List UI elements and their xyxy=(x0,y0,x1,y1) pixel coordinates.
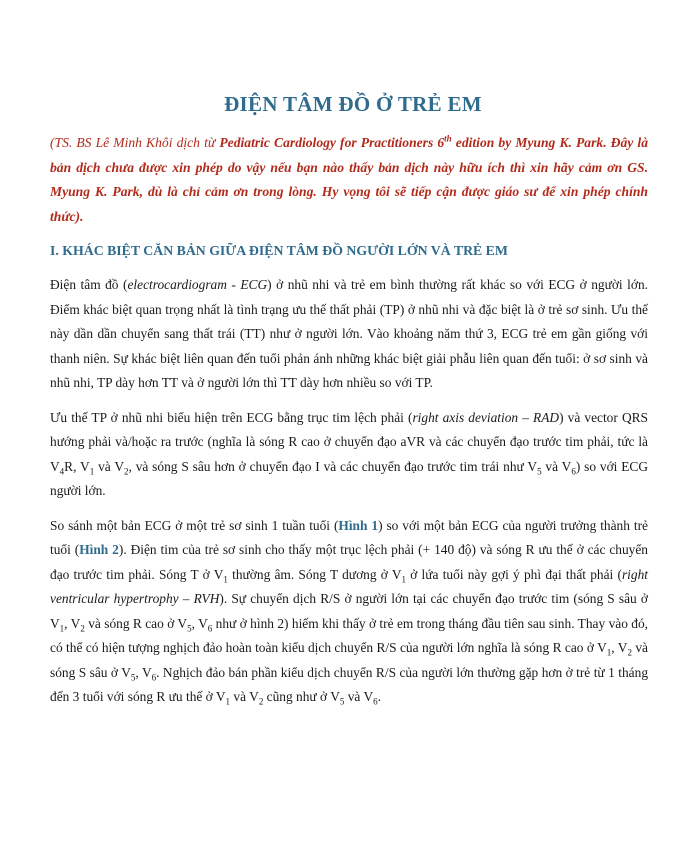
text-run: ). Điện tim của trẻ sơ sinh cho thấy một trục lệch phải (+ 140 độ) và sóng R ưu thế ở các chuyển đạo trước tim phải. Sóng T ở V xyxy=(50,542,649,582)
text-run: R, V xyxy=(64,458,90,474)
text-run: Ưu thế TP ở nhũ nhi biểu hiện trên ECG bằng trục tim lệch phải ( xyxy=(50,409,413,425)
term-rad: right axis deviation – RAD xyxy=(412,409,560,425)
text-run: ) ở nhũ nhi và trẻ em bình thường rất khác so với ECG ở người lớn. Điểm khác biệt quan trọng nhất là tình trạng ưu thế thất phải (TP) ở nhũ nhi và đặc biệt là ở trẻ sơ sinh. Ưu thế này dần dần chuyển sang thất trái (TT) như ở người lớn. Vào khoảng năm thứ 3, ECG trẻ em gần giống với thanh niên. Sự khác biệt liên quan đến tuổi phản ánh những khác biệt giải phẫu liên quan đến tuổi: ở sơ sinh và nhũ nhi, TP dày hơn TT và ở người lớn thì TT dày hơn nhiều so với TP. xyxy=(50,277,648,390)
text-run: ) so với một bản ECG của người trưởng thành trẻ tuổi ( xyxy=(50,517,648,557)
figure-2-link[interactable]: Hình 2 xyxy=(79,542,119,557)
term-rvh: right ventricular hypertrophy – RVH xyxy=(50,566,648,606)
text-run: và sóng R cao ở V xyxy=(84,615,188,631)
text-run: và V xyxy=(94,458,124,474)
figure-1-link[interactable]: Hình 1 xyxy=(338,517,379,533)
lead-subscript: 1 xyxy=(223,574,228,585)
lead-subscript: 4 xyxy=(59,466,65,477)
paragraph-1 xyxy=(50,273,648,396)
paragraph-2 xyxy=(50,406,648,504)
translator-note-rest: edition by Myung K. Park. Đây là bản dịch chưa được xin phép do vậy nếu bạn nào thấy bản dịch này hữu ích thì xin hãy cảm ơn GS. Myung K. Park, dù là chỉ cảm ơn trong lòng. Hy vọng tôi sẽ tiếp cận được giáo sư để xin phép chính thức). xyxy=(50,135,648,224)
text-run: như ở hình 2) hiếm khi thấy ở trẻ em trong tháng đầu tiên sau sinh. Thay vào đó, có thể có hiện tượng nghịch đảo hoàn toàn kiểu dịch chuyển R/S của người lớn nghĩa là sóng R cao ở V xyxy=(50,615,649,655)
translator-note-lead: (TS. BS Lê Minh Khôi dịch từ xyxy=(50,135,220,150)
text-run: Điện tâm đồ ( xyxy=(50,277,128,292)
lead-subscript: 1 xyxy=(225,696,231,707)
translator-note xyxy=(50,131,648,229)
text-run: . xyxy=(377,689,382,704)
lead-subscript: 5 xyxy=(130,672,136,683)
text-run: , và sóng S sâu hơn ở chuyển đạo I và các chuyển đạo trước tim trái như V xyxy=(128,458,538,474)
text-run: ) so với ECG người lớn. xyxy=(50,458,649,498)
lead-subscript: 1 xyxy=(89,466,95,477)
edition-superscript: th xyxy=(444,133,452,144)
lead-subscript: 5 xyxy=(187,623,192,634)
text-run: và V xyxy=(344,689,374,704)
section-heading: I. KHÁC BIỆT CĂN BẢN GIỮA ĐIỆN TÂM ĐỒ NGƯỜI LỚN VÀ TRẺ EM xyxy=(50,243,508,258)
text-run: và V xyxy=(230,689,259,704)
text-run: ở lứa tuổi này gợi ý phì đại thất phải ( xyxy=(406,566,622,582)
lead-subscript: 1 xyxy=(401,574,407,585)
lead-subscript: 6 xyxy=(571,466,576,477)
text-run: So sánh một bản ECG ở một trẻ sơ sinh 1 tuần tuổi ( xyxy=(50,517,339,533)
lead-subscript: 1 xyxy=(606,647,612,658)
text-run: , V xyxy=(191,615,208,631)
lead-subscript: 5 xyxy=(537,466,542,477)
text-run: ) và vector QRS hướng phải và/hoặc ra trước (nghĩa là sóng R cao ở chuyển đạo aVR và các chuyển đạo trước tim phải, tức là V xyxy=(50,409,648,474)
lead-subscript: 6 xyxy=(207,623,213,634)
lead-subscript: 2 xyxy=(124,466,129,477)
text-run: . Nghịch đảo bán phần kiểu dịch chuyển R/S của người lớn thường gặp hơn ở trẻ từ 1 tháng đến 3 tuổi với sóng R ưu thế ở V xyxy=(50,664,649,704)
paragraph-3 xyxy=(50,514,648,710)
lead-subscript: 5 xyxy=(339,696,345,707)
text-run: và V xyxy=(541,458,572,474)
text-run: và sóng S sâu ở V xyxy=(50,640,648,680)
lead-subscript: 2 xyxy=(258,696,264,707)
lead-subscript: 2 xyxy=(80,623,85,634)
term-ecg: electrocardiogram - ECG xyxy=(127,277,268,292)
lead-subscript: 6 xyxy=(373,696,378,707)
text-run: , V xyxy=(135,664,152,680)
lead-subscript: 2 xyxy=(627,647,632,658)
text-run: thường âm. Sóng T dương ở V xyxy=(227,566,402,582)
document-title: ĐIỆN TÂM ĐỒ Ở TRẺ EM xyxy=(224,92,482,116)
text-run: cũng như ở V xyxy=(263,689,340,704)
text-run: , V xyxy=(611,640,628,655)
book-title: Pediatric Cardiology for Practitioners 6 xyxy=(219,135,445,150)
text-run: , V xyxy=(64,615,81,631)
lead-subscript: 1 xyxy=(59,623,65,634)
lead-subscript: 6 xyxy=(151,672,157,683)
text-run: ). Sự chuyển dịch R/S ở người lớn tại các chuyển đạo trước tim (sóng S sâu ở V xyxy=(50,591,648,631)
